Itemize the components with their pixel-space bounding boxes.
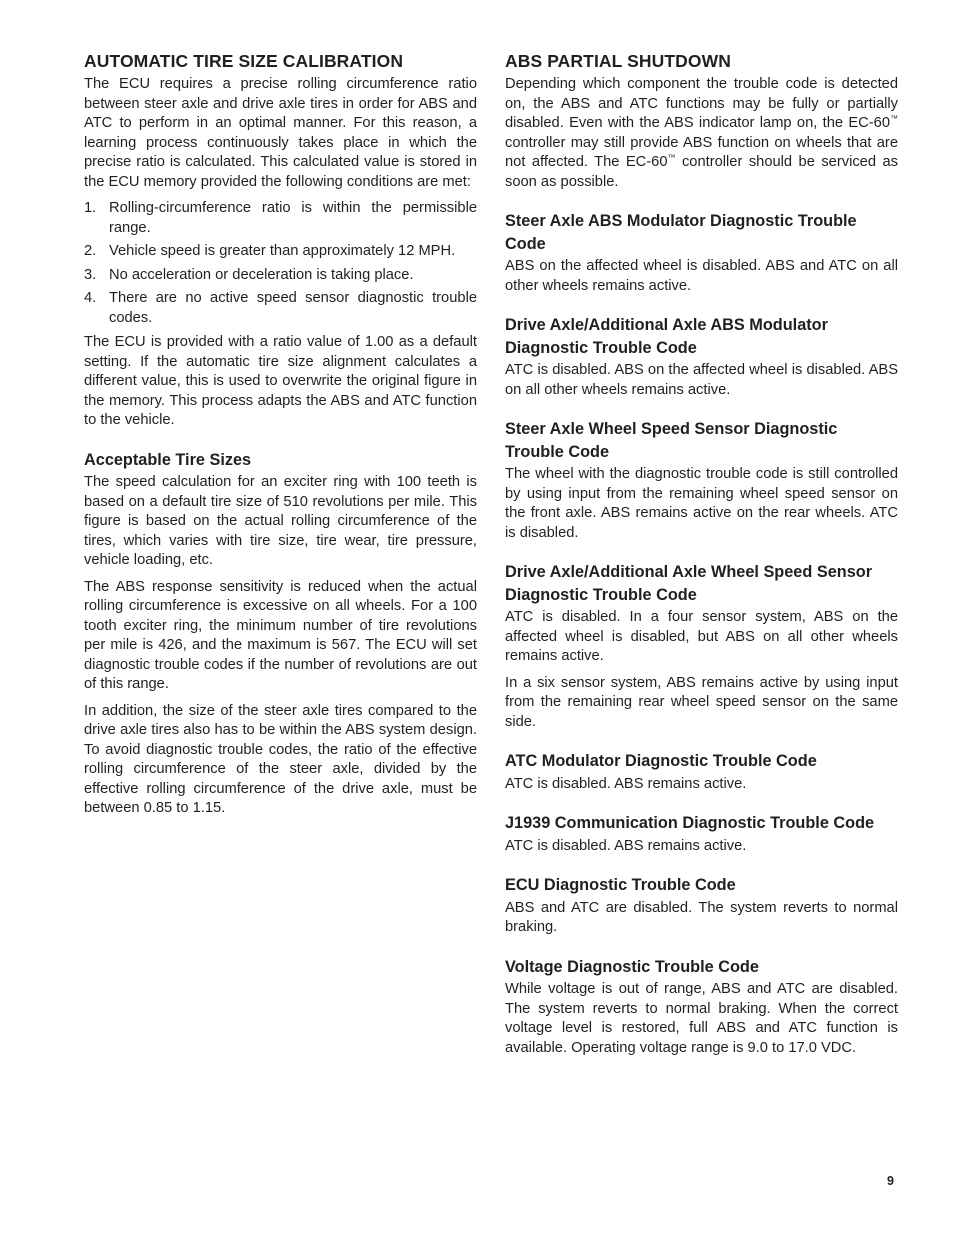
paragraph: ABS and ATC are disabled. The system reverts to normal braking. bbox=[505, 899, 898, 935]
list-number: 1. bbox=[84, 200, 97, 216]
list-text: Rolling-circumference ratio is within the permissible range. bbox=[109, 200, 477, 236]
section-heading-abs-partial-shutdown: ABS PARTIAL SHUTDOWN bbox=[505, 51, 731, 71]
list-text: There are no active speed sensor diagnostic trouble codes. bbox=[109, 290, 477, 326]
section-heading-tire-calibration: AUTOMATIC TIRE SIZE CALIBRATION bbox=[84, 51, 404, 71]
list-number: 4. bbox=[84, 290, 97, 306]
paragraph: ATC is disabled. ABS remains active. bbox=[505, 837, 747, 854]
list-text: No acceleration or deceleration is taking place. bbox=[109, 266, 414, 283]
list-text: Vehicle speed is greater than approximately 12 MPH. bbox=[109, 243, 456, 259]
intro-paragraph: Depending which component the trouble code is detected on, the ABS and ATC functions may be fully or partially disabled. Even with the ABS indicator lamp on, the EC-60™ controller may still provide ABS function on wheels that are not affected. The EC-60™ controller should be serviced as soon as possible. bbox=[505, 76, 898, 190]
left-column bbox=[84, 50, 477, 826]
subsection-heading: ECU Diagnostic Trouble Code bbox=[505, 876, 736, 894]
paragraph: In addition, the size of the steer axle tires compared to the drive axle tires also has to be within the ABS system design. To avoid diagnostic trouble codes, the ratio of the effective rolling circumference of the steer axle, divided by the effective rolling circumference of the drive axle, must be between 0.85 to 1.15. bbox=[84, 702, 477, 816]
paragraph: ATC is disabled. ABS remains active. bbox=[505, 775, 747, 792]
paragraph: ATC is disabled. In a four sensor system, ABS on the affected wheel is disabled, but ABS on all other wheels remains active. bbox=[505, 609, 898, 664]
subsection-heading: Steer Axle Wheel Speed Sensor Diagnostic Trouble Code bbox=[505, 420, 838, 461]
list-number: 2. bbox=[84, 243, 97, 259]
default-ratio-paragraph: The ECU is provided with a ratio value of 1.00 as a default setting. If the automatic tire size alignment calculates a different value, this is used to overwrite the original figure in the memory. This process adapts the ABS and ATC function to the vehicle. bbox=[84, 334, 477, 428]
paragraph: While voltage is out of range, ABS and ATC are disabled. The system reverts to normal braking. When the correct voltage level is restored, full ABS and ATC function is available. Operating voltage range is 9.0 to 17.0 VDC. bbox=[505, 981, 898, 1056]
subsection-heading: Voltage Diagnostic Trouble Code bbox=[505, 957, 759, 976]
paragraph: The wheel with the diagnostic trouble code is still controlled by using input from the remaining wheel speed sensor on the front axle. ABS remains active on the rear wheels. ATC is disabled. bbox=[505, 466, 898, 541]
list-number: 3. bbox=[84, 266, 97, 283]
paragraph: ATC is disabled. ABS on the affected wheel is disabled. ABS on all other wheels remains active. bbox=[505, 362, 898, 398]
trademark-symbol: ™ bbox=[890, 114, 898, 123]
paragraph: The ABS response sensitivity is reduced when the actual rolling circumference is excessive on all wheels. For a 100 tooth exciter ring, the minimum number of tire revolutions per mile is 426, and the maximum is 567. The ECU will set diagnostic trouble codes if the number of revolutions are out of this range. bbox=[84, 578, 477, 692]
subsection-heading: Drive Axle/Additional Axle Wheel Speed Sensor Diagnostic Trouble Code bbox=[505, 563, 873, 604]
right-column bbox=[505, 50, 898, 1065]
subsection-heading: ATC Modulator Diagnostic Trouble Code bbox=[505, 752, 817, 770]
list-item bbox=[84, 266, 477, 286]
list-item bbox=[84, 289, 477, 328]
subsection-heading: Steer Axle ABS Modulator Diagnostic Trouble Code bbox=[505, 212, 857, 253]
subsection-heading: J1939 Communication Diagnostic Trouble Code bbox=[505, 814, 875, 832]
conditions-list bbox=[84, 199, 477, 328]
subsection-heading-acceptable-tire-sizes: Acceptable Tire Sizes bbox=[84, 450, 252, 469]
trademark-symbol: ™ bbox=[667, 153, 676, 162]
list-item bbox=[84, 199, 477, 238]
subsection-heading: Drive Axle/Additional Axle ABS Modulator Diagnostic Trouble Code bbox=[505, 316, 828, 357]
paragraph: ABS on the affected wheel is disabled. ABS and ATC on all other wheels remains active. bbox=[505, 258, 898, 294]
paragraph: In a six sensor system, ABS remains active by using input from the remaining rear wheel speed sensor on the same side. bbox=[505, 674, 898, 730]
paragraph: The speed calculation for an exciter ring with 100 teeth is based on a default tire size of 510 revolutions per mile. This figure is based on the actual rolling circumference of the tires, which varies with tire size, tire wear, tire pressure, vehicle loading, etc. bbox=[84, 474, 477, 568]
page-number: 9 bbox=[887, 1174, 894, 1188]
intro-paragraph: The ECU requires a precise rolling circumference ratio between steer axle and drive axle tires in order for ABS and ATC to perform in an optimal manner. For this reason, a learning process continuously takes place in which the precise ratio is calculated. This calculated value is stored in the ECU memory provided the following conditions are met: bbox=[84, 76, 477, 190]
list-item bbox=[84, 242, 477, 262]
